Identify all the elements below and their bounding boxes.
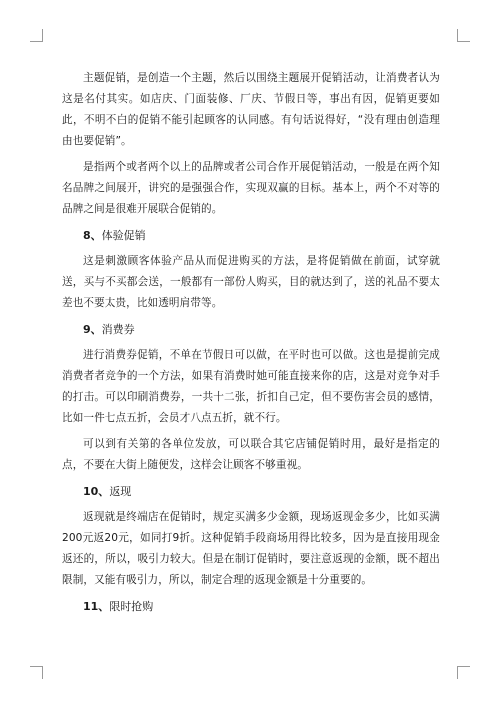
paragraph-coupon-promotion: 进行消费券促销，不单在节假日可以做，在平时也可以做。这也是提前完成消费者者竞争的一个方法，如果有消费时她可能直接来你的店，这是对竞争对手的打击。可以印刷消费券，一共十二张，折扣自己定，但不要伤害会员的感情，比如一件七点五折，会员才八点五折，就不行。 <box>62 349 440 424</box>
section-title: 返现 <box>109 485 132 498</box>
crop-mark-bottom-right <box>457 666 470 679</box>
section-title: 消费券 <box>101 323 135 336</box>
document-body <box>62 68 440 622</box>
section-number: 9、 <box>83 323 102 336</box>
paragraph-theme-promotion: 主题促销，是创造一个主题，然后以围绕主题展开促销活动，让消费者认为这是名付其实。如店庆、门面装修、厂庆、节假日等，事出有因，促销更要如此，不明不白的促销不能引起顾客的认同感。有句话说得好，“没有理由创造理由也要促销”。 <box>62 72 440 147</box>
paragraph-joint-promotion: 是指两个或者两个以上的品牌或者公司合作开展促销活动，一般是在两个知名品牌之间展开，讲究的是强强合作，实现双赢的目标。基本上，两个不对等的品牌之间是很难开展联合促销的。 <box>62 161 440 215</box>
section-heading-10 <box>62 481 440 502</box>
section-title: 限时抢购 <box>109 600 154 613</box>
crop-mark-bottom-left <box>30 666 43 679</box>
section-heading-8 <box>62 225 440 246</box>
paragraph-experience-promotion: 这是刺激顾客体验产品从而促进购买的方法，是将促销做在前面，试穿就送，买与不买都会送，一般都有一部份人购买，目的就达到了，送的礼品不要太差也不要太贵，比如透明肩带等。 <box>62 255 440 309</box>
section-heading-11 <box>62 596 440 617</box>
crop-mark-top-right <box>457 29 470 42</box>
paragraph-cashback: 返现就是终端店在促销时，规定买满多少金额，现场返现金多少，比如买满200元返20元，如同打9折。这种促销手段商场用得比较多，因为是直接用现金返还的，所以，吸引力较大。但是在制订促销时，要注意返现的金额，既不超出限制，又能有吸引力，所以，制定合理的返现金额是十分重要的。 <box>62 511 440 586</box>
section-heading-9 <box>62 319 440 340</box>
crop-mark-top-left <box>30 29 43 42</box>
section-number: 11、 <box>83 600 110 613</box>
section-number: 8、 <box>83 229 102 242</box>
section-number: 10、 <box>83 485 110 498</box>
section-title: 体验促销 <box>101 229 146 242</box>
paragraph-coupon-distribution: 可以到有关第的各单位发放，可以联合其它店铺促销时用，最好是指定的点，不要在大街上随便发，这样会让顾客不够重视。 <box>62 438 440 471</box>
